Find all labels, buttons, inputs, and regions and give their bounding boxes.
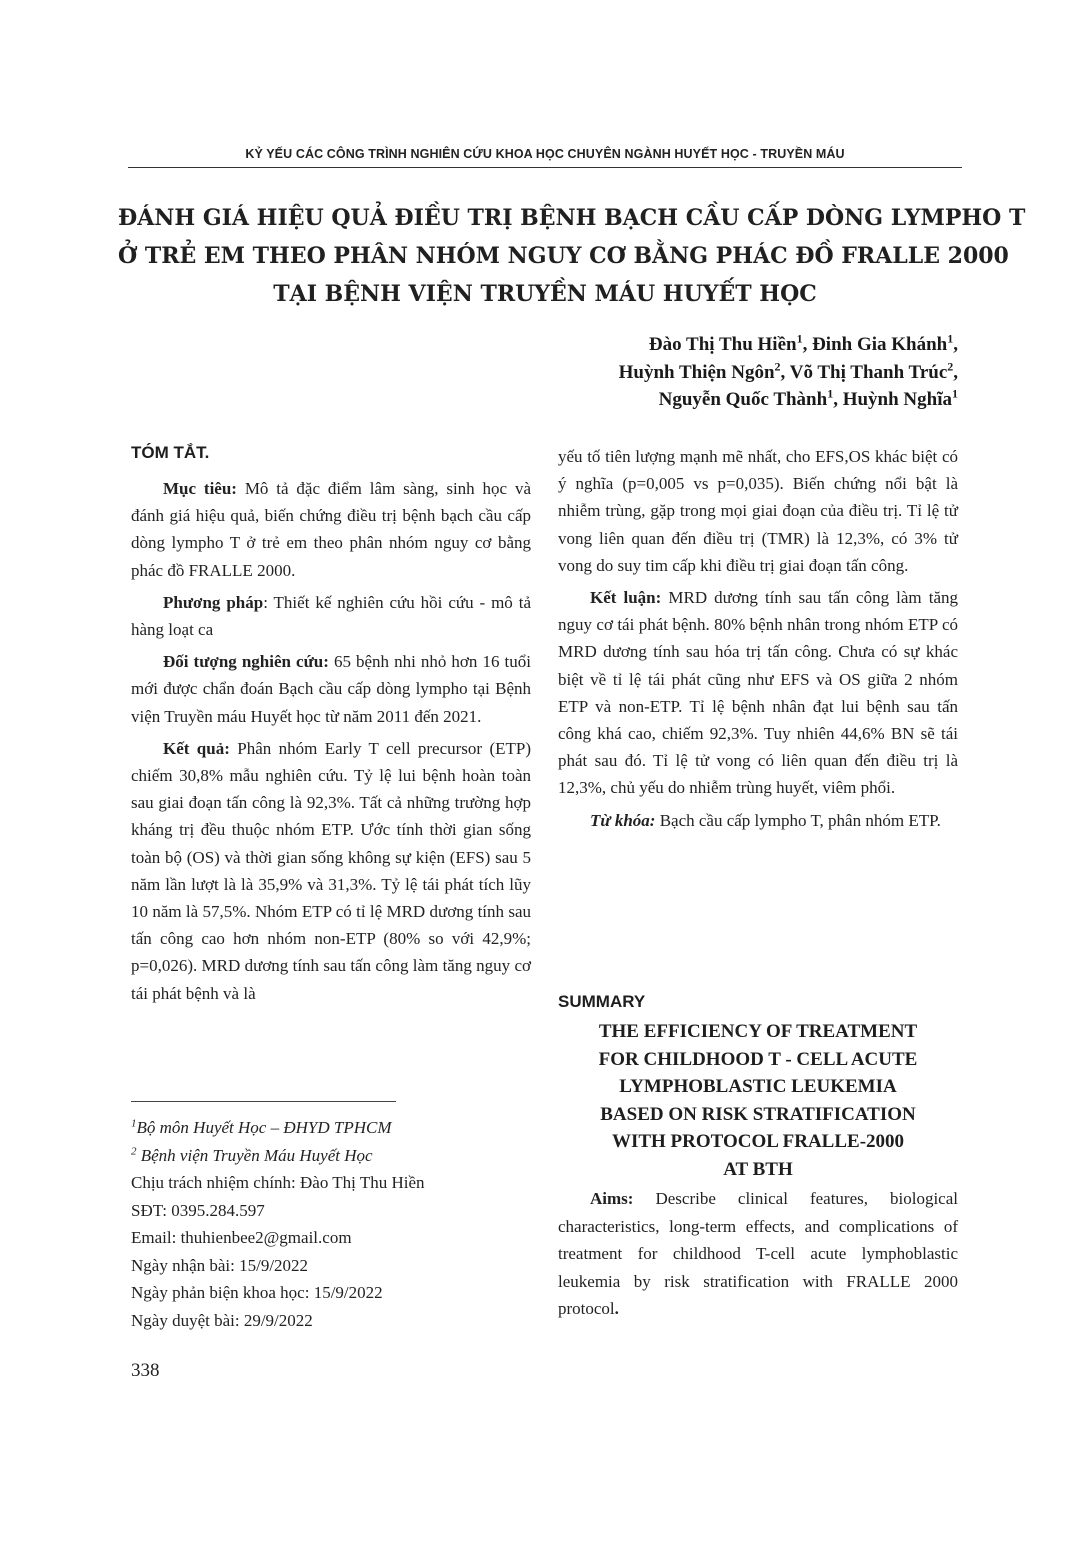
accepted-date: Ngày duyệt bài: 29/9/2022 bbox=[131, 1310, 313, 1330]
running-header: KỶ YẾU CÁC CÔNG TRÌNH NGHIÊN CỨU KHOA HỌC CHUYÊN NGÀNH HUYẾT HỌC - TRUYỀN MÁU bbox=[245, 147, 845, 161]
affiliation-text: Bộ môn Huyết Học – ĐHYD TPHCM bbox=[136, 1118, 392, 1137]
affiliation-text: Bệnh viện Truyền Máu Huyết Học bbox=[136, 1145, 373, 1165]
aims-paragraph bbox=[558, 1185, 958, 1323]
author-affiliation-mark: 1 bbox=[947, 331, 954, 346]
english-title-line: LYMPHOBLASTIC LEUKEMIA bbox=[619, 1076, 897, 1097]
author-line-1 bbox=[619, 331, 958, 359]
review-date: Ngày phản biện khoa học: 15/9/2022 bbox=[131, 1283, 383, 1302]
author-name: Đào Thị Thu Hiền bbox=[648, 334, 797, 355]
aims-label: Aims: bbox=[590, 1189, 634, 1208]
keywords-label: Từ khóa: bbox=[590, 810, 656, 830]
author-name: Đinh Gia Khánh bbox=[812, 334, 948, 355]
title-line-3: TẠI BỆNH VIỆN TRUYỀN MÁU HUYẾT HỌC bbox=[273, 281, 817, 307]
affiliation-2 bbox=[131, 1142, 531, 1170]
author-separator: , bbox=[802, 334, 813, 355]
results-paragraph bbox=[131, 735, 531, 1007]
received-date: Ngày nhận bài: 15/9/2022 bbox=[131, 1255, 309, 1275]
author-separator: , bbox=[833, 389, 843, 410]
author-affiliation-mark: 2 bbox=[947, 359, 954, 374]
affiliation-mark: 2 bbox=[131, 1144, 137, 1157]
english-title-line: AT BTH bbox=[723, 1158, 793, 1180]
summary-heading: SUMMARY bbox=[558, 992, 646, 1011]
author-affiliation-mark: 1 bbox=[952, 386, 958, 401]
affiliation-1 bbox=[131, 1114, 531, 1142]
author-separator: , bbox=[780, 361, 790, 383]
conclusion-label: Kết luận: bbox=[590, 588, 662, 608]
author-line-2 bbox=[619, 359, 958, 387]
title-line-2: Ở TRẺ EM THEO PHÂN NHÓM NGUY CƠ BẰNG PHÁC ĐỒ FRALLE 2000 bbox=[118, 243, 1009, 269]
author-name: Huỳnh Nghĩa bbox=[842, 389, 952, 410]
phone-number: SĐT: 0395.284.597 bbox=[131, 1200, 265, 1220]
footnote-rule bbox=[131, 1101, 396, 1102]
email-address: Email: thuhienbee2@gmail.com bbox=[131, 1228, 352, 1247]
subjects-text: 65 bệnh nhi nhỏ hơn 16 tuổi mới được chẩn đoán Bạch cầu cấp dòng lympho tại Bệnh viện Truyền máu Huyết học từ năm 2011 đến 2021. bbox=[131, 652, 531, 726]
subjects-paragraph bbox=[131, 648, 531, 730]
author-line-3 bbox=[619, 386, 958, 414]
results-label: Kết quả: bbox=[163, 738, 230, 758]
english-aims bbox=[558, 1185, 958, 1328]
author-name: Nguyễn Quốc Thành bbox=[658, 389, 828, 410]
author-name: Huỳnh Thiện Ngôn bbox=[618, 361, 775, 383]
method-label: Phương pháp bbox=[163, 592, 264, 612]
footnotes bbox=[131, 1114, 531, 1334]
aims-text: Describe clinical features, biological characteristics, long-term effects, and complications of treatment for childhood T-cell acute lymphoblastic leukemia by risk stratification with FRALLE 2000 protocol bbox=[558, 1189, 958, 1318]
keywords-paragraph bbox=[558, 807, 958, 834]
english-title-line: FOR CHILDHOOD T - CELL ACUTE bbox=[598, 1048, 918, 1070]
objective-label: Mục tiêu: bbox=[163, 479, 237, 498]
subjects-label: Đối tượng nghiên cứu: bbox=[163, 652, 329, 672]
aims-end: . bbox=[614, 1299, 619, 1318]
affiliation-mark: 1 bbox=[131, 1117, 137, 1130]
author-list bbox=[619, 331, 958, 414]
author-affiliation-mark: 2 bbox=[774, 359, 781, 374]
author-affiliation-mark: 1 bbox=[796, 331, 803, 346]
abstract-left-column bbox=[131, 443, 531, 1012]
conclusion-text: MRD dương tính sau tấn công làm tăng nguy cơ tái phát bệnh. 80% bệnh nhân trong nhóm ETP có MRD dương tính sau hóa trị tấn công. Chưa có sự khác biệt về tỉ lệ tái phát cũng như EFS và OS giữa 2 nhóm ETP và non-ETP. Tỉ lệ bệnh nhân đạt lui bệnh sau tấn công khá cao, chiếm 92,3%. Tuy nhiên 44,6% BN sẽ tái phát sau đó. Tỉ lệ tử vong có liên quan đến điều trị là 12,3%, chủ yếu do nhiễm trùng huyết, viêm phổi. bbox=[558, 588, 958, 798]
abstract-right-column bbox=[558, 443, 958, 839]
method-text: : Thiết kế nghiên cứu hồi cứu - mô tả hàng loạt ca bbox=[131, 592, 531, 640]
header-rule bbox=[128, 167, 962, 168]
results-continued: yếu tố tiên lượng mạnh mẽ nhất, cho EFS,OS khác biệt có ý nghĩa (p=0,005 vs p=0,035). Biến chứng nổi bật là nhiễm trùng, gặp trong mọi giai đoạn của điều trị. Tỉ lệ tử vong liên quan đến điều trị (TMR) là 12,3%, có 3% tử vong do suy tim cấp khi điều trị giai đoạn tấn công. bbox=[558, 447, 958, 575]
keywords-text: Bạch cầu cấp lympho T, phân nhóm ETP. bbox=[655, 810, 941, 830]
english-title-line: THE EFFICIENCY OF TREATMENT bbox=[598, 1021, 918, 1042]
objective-paragraph bbox=[131, 475, 531, 584]
conclusion-paragraph bbox=[558, 584, 958, 802]
objective-text: Mô tả đặc điểm lâm sàng, sinh học và đánh giá hiệu quả, biến chứng điều trị bệnh bạch cầu cấp dòng lympho T ở trẻ em theo phân nhóm nguy cơ bằng phác đồ FRALLE 2000. bbox=[131, 479, 531, 580]
english-title-line: WITH PROTOCOL FRALLE-2000 bbox=[611, 1131, 905, 1152]
english-title bbox=[558, 1018, 958, 1183]
results-text: Phân nhóm Early T cell precursor (ETP) chiếm 30,8% mẫu nghiên cứu. Tỷ lệ lui bệnh hoàn toàn sau giai đoạn tấn công là 92,3%. Tất cả những trường hợp kháng trị đều thuộc nhóm ETP. Ước tính thời gian sống toàn bộ (OS) và thời gian sống không sự kiện (EFS) sau 5 năm lần lượt là là 35,9% và 31,3%. Tỷ lệ tái phát tích lũy 10 năm là 57,5%. Nhóm ETP có tỉ lệ MRD dương tính sau tấn công cao hơn nhóm non-ETP (80% so với 42,9%; p=0,026). MRD dương tính sau tấn công làm tăng nguy cơ tái phát bệnh và là bbox=[131, 738, 531, 1003]
abstract-body bbox=[131, 475, 531, 1007]
author-name: Võ Thị Thanh Trúc bbox=[789, 361, 948, 383]
page-number: 338 bbox=[131, 1360, 160, 1381]
author-separator: , bbox=[953, 361, 958, 383]
author-affiliation-mark: 1 bbox=[827, 386, 834, 401]
method-paragraph bbox=[131, 589, 531, 643]
english-title-line: BASED ON RISK STRATIFICATION bbox=[600, 1103, 916, 1125]
title-line-1: ĐÁNH GIÁ HIỆU QUẢ ĐIỀU TRỊ BỆNH BẠCH CẦU CẤP DÒNG LYMPHO T bbox=[118, 205, 1026, 231]
corresponding-author: Chịu trách nhiệm chính: Đào Thị Thu Hiền bbox=[131, 1173, 425, 1192]
abstract-heading: TÓM TẮT. bbox=[131, 443, 210, 462]
author-separator: , bbox=[953, 334, 958, 355]
article-title bbox=[118, 199, 1026, 313]
